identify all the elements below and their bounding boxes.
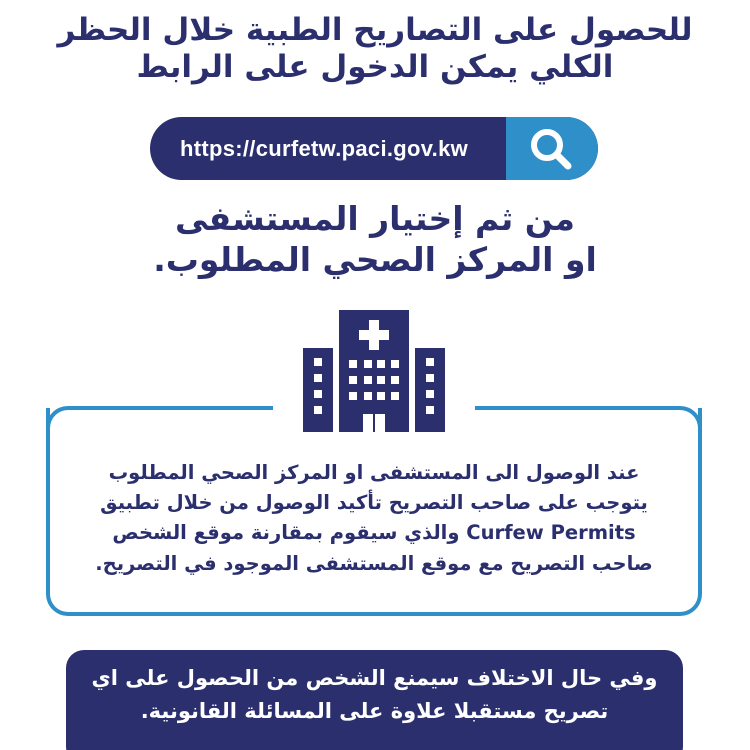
search-icon: [526, 125, 576, 173]
step-line-1: من ثم إختيار المستشفى: [175, 199, 575, 238]
notice-text: [60, 458, 688, 579]
warning-line-1: وفي حال الاختلاف سيمنع الشخص من الحصول على اي: [91, 666, 658, 690]
notice-line-3: Curfew Permits والذي سيقوم بمقارنة موقع الشخص: [112, 521, 636, 545]
search-button[interactable]: [506, 117, 598, 180]
step-heading: [40, 198, 710, 281]
notice-line-1: عند الوصول الى المستشفى او المركز الصحي المطلوب: [108, 461, 640, 484]
warning-text: [78, 662, 671, 727]
notice-line-2: يتوجب على صاحب التصريح تأكيد الوصول من خلال تطبيق: [100, 491, 648, 515]
url-search-bar[interactable]: [150, 117, 598, 180]
url-link[interactable]: https://curfetw.paci.gov.kw: [180, 136, 469, 161]
notice-line-4: صاحب التصريح مع موقع المستشفى الموجود في التصريح.: [95, 551, 653, 575]
warning-line-2: تصريح مستقبلا علاوة على المسائلة القانونية.: [140, 698, 609, 723]
step-line-2: او المركز الصحي المطلوب.: [153, 240, 597, 280]
intro-line-1: للحصول على التصاريح الطبية خلال الحظر: [57, 12, 693, 48]
intro-heading: [40, 12, 710, 86]
intro-line-2: الكلي يمكن الدخول على الرابط: [136, 49, 614, 86]
